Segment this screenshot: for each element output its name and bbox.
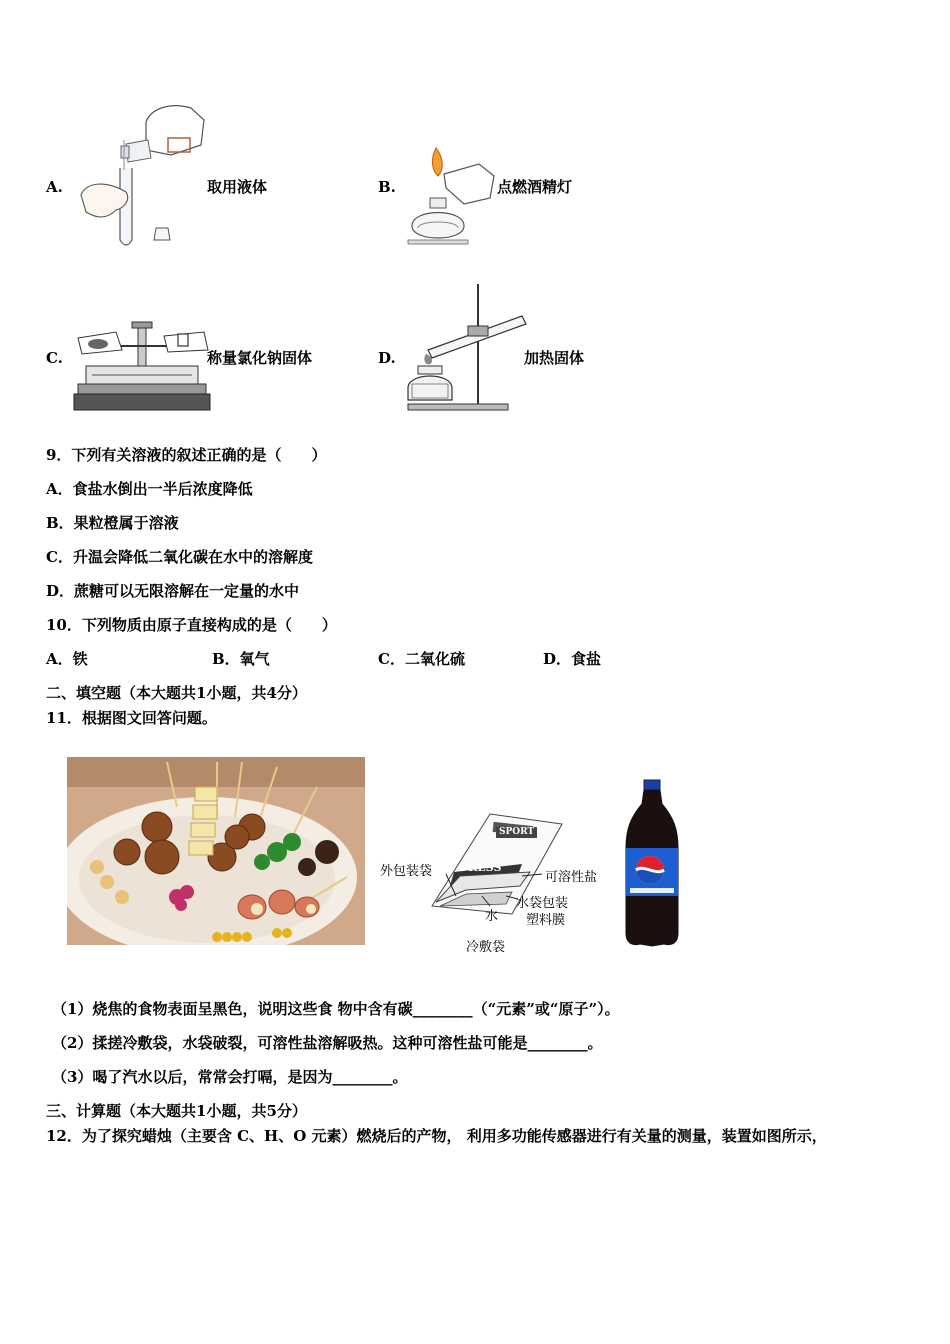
- pour-liquid-illustration: [76, 100, 211, 250]
- q9-option-a: A．食盐水倒出一半后浓度降低: [46, 480, 253, 498]
- label-outer-bag: 外包装袋: [380, 864, 433, 879]
- q12-stem: 12．为了探究蜡烛（主要含 C、H、O 元素）燃烧后的产物， 利用多功能传感器进行有关量的测量，装置如图所示，: [46, 1127, 827, 1145]
- heating-solid-illustration: [404, 282, 529, 412]
- label-cold-pack: 冷敷袋: [466, 940, 506, 955]
- q10-stem: 10．下列物质由原子直接构成的是（ ）: [46, 616, 337, 634]
- option-d-label: 加热固体: [524, 349, 585, 367]
- q10-option-a: A．铁: [46, 650, 88, 668]
- label-plastic-film: 塑料膜: [526, 913, 566, 928]
- q9-option-c: C．升温会降低二氧化碳在水中的溶解度: [46, 548, 313, 566]
- q10-option-d: D．食盐: [543, 650, 602, 668]
- section2-heading: 二、填空题（本大题共1小题，共4分）: [46, 684, 307, 702]
- q11-stem: 11．根据图文回答问题。: [46, 709, 217, 727]
- section3-heading: 三、计算题（本大题共1小题，共5分）: [46, 1102, 307, 1120]
- option-c-letter: C.: [46, 349, 63, 367]
- label-soluble-salt: 可溶性盐: [545, 870, 598, 885]
- q11-part-1: （1）烧焦的食物表面呈黑色，说明这些食 物中含有碳________（“元素”或“原子”）。: [52, 1000, 620, 1018]
- label-water-bag: 水袋包装: [516, 896, 569, 911]
- option-c-label: 称量氯化钠固体: [207, 349, 313, 367]
- cold-pack-brand-1: SPORT: [496, 827, 537, 838]
- q9-stem: 9．下列有关溶液的叙述正确的是（ ）: [46, 446, 327, 464]
- q9-option-d: D．蔗糖可以无限溶解在一定量的水中: [46, 582, 300, 600]
- label-water: 水: [485, 909, 499, 924]
- cold-pack-brand-2: PRESS: [460, 861, 502, 874]
- option-a-label: 取用液体: [207, 178, 268, 196]
- food-skewers-photo: [67, 757, 365, 945]
- option-a-letter: A.: [46, 178, 63, 196]
- option-b-letter: B.: [378, 178, 396, 196]
- balance-illustration: [72, 320, 212, 414]
- q11-part-3: （3）喝了汽水以后，常常会打嗝，是因为________。: [52, 1068, 408, 1086]
- soda-bottle-illustration: [624, 778, 680, 948]
- option-b-label: 点燃酒精灯: [497, 178, 573, 196]
- q10-option-c: C．二氧化硫: [378, 650, 465, 668]
- option-d-letter: D.: [378, 349, 396, 367]
- q10-option-b: B．氧气: [212, 650, 270, 668]
- q11-part-2: （2）揉搓冷敷袋，水袋破裂，可溶性盐溶解吸热。这种可溶性盐可能是________。: [52, 1034, 603, 1052]
- alcohol-lamp-illustration: [404, 146, 499, 248]
- q9-option-b: B．果粒橙属于溶液: [46, 514, 179, 532]
